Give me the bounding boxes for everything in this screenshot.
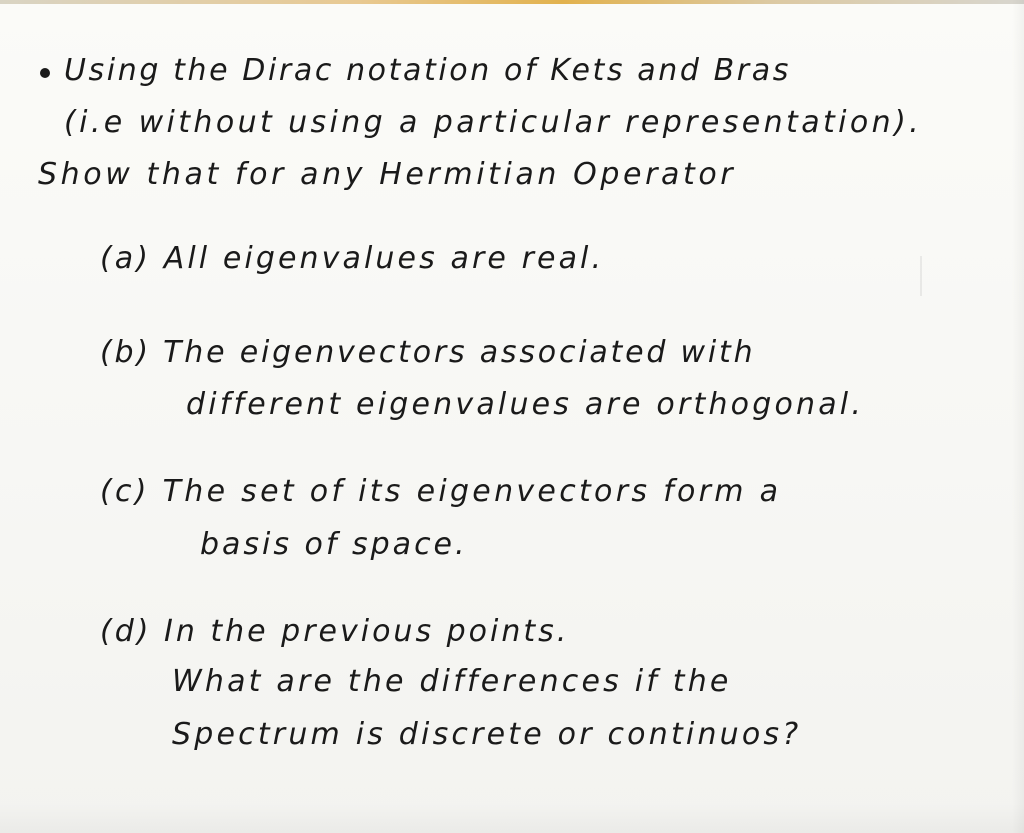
intro-line-2: (i.e without using a particular representation). [64,105,923,140]
item-d-line-2: What are the differences if the [172,664,732,699]
item-c-line-2: basis of space. [200,527,468,562]
item-c-line-1: (c) The set of its eigenvectors form a [100,474,782,509]
item-d-line-1: (d) In the previous points. [100,614,570,649]
item-d-line-3: Spectrum is discrete or continuos? [172,717,802,752]
bullet-dot [40,68,50,78]
intro-line-3: Show that for any Hermitian Operator [38,157,737,192]
intro-line-1: Using the Dirac notation of Kets and Bras [64,53,791,88]
paper-top-edge [0,0,1024,4]
bleed-through-mark [920,256,922,296]
paper-right-shadow [1012,0,1024,833]
paper-bottom-shadow [0,803,1024,833]
item-a-line-1: (a) All eigenvalues are real. [100,241,605,276]
item-b-line-2: different eigenvalues are orthogonal. [186,387,865,422]
item-b-line-1: (b) The eigenvectors associated with [100,335,756,370]
